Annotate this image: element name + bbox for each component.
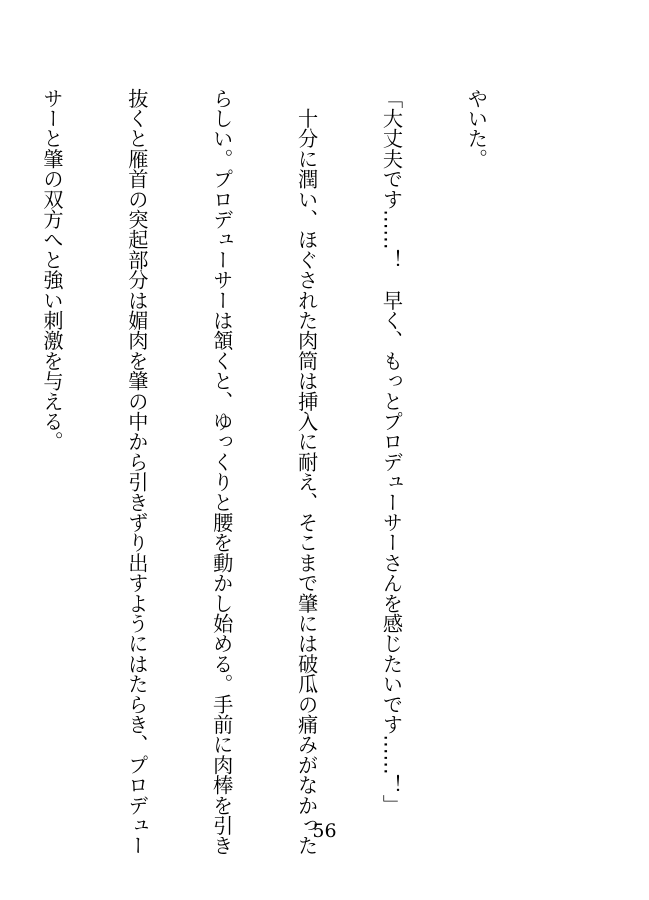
text-line: サーと肇の双方へと強い刺激を与える。 [39,88,64,452]
text-line: やいた。 [464,88,489,169]
page-number: 56 [312,820,337,842]
text-line: 「大丈夫です……！ 早く、もっとプロデューサーさんを感じたいです……！」 [379,88,404,816]
text-line: 十分に潤い、ほぐされた肉筒は挿入に耐え、そこまで肇には破瓜の痛みがなかった [294,88,319,856]
text-line: らしい。プロデューサーは頷くと、ゆっくりと腰を動かし始める。手前に肉棒を引き [209,88,234,856]
text-line: 抜くと雁首の突起部分は媚肉を肇の中から引きずり出すようにはたらき、プロデュー [124,88,149,856]
